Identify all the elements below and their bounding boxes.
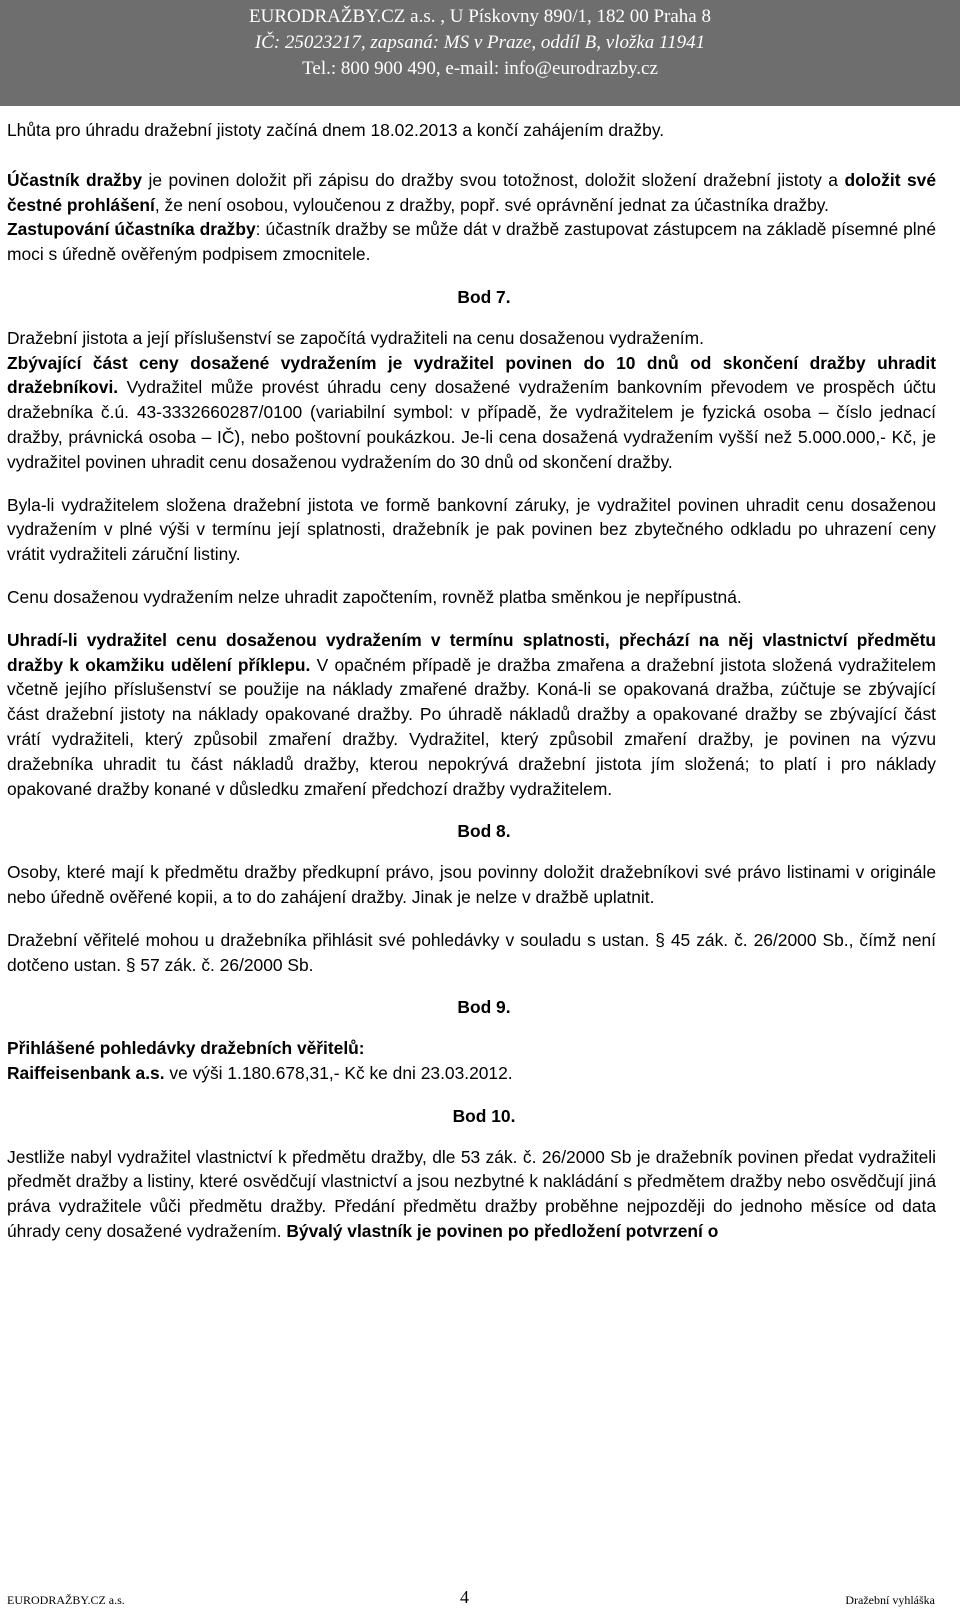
section-heading-9: Bod 9. <box>457 997 511 1018</box>
paragraph-set-off <box>0 585 960 610</box>
text: , že není osobou, vyloučenou z dražby, popř. své oprávnění jednat za účastníka dražby. <box>154 194 830 215</box>
bold-text: Bývalý vlastník je povinen po předložení potvrzení o <box>286 1220 719 1241</box>
bold-text: Zbývající část ceny dosažené vydražením je vydražitel povinen do 10 dnů od skončení dražby uhradit dražebníkovi. <box>7 352 936 398</box>
bold-text: Zastupování účastníka dražby <box>7 219 256 240</box>
bold-text: Přihlášené pohledávky dražebních věřitelů: <box>7 1038 365 1059</box>
section-heading-10: Bod 10. <box>452 1105 516 1126</box>
page-footer <box>0 1582 960 1609</box>
paragraph-participant <box>0 168 960 218</box>
letterhead-line-3: Tel.: 800 900 490, e-mail: info@eurodrazby.cz <box>302 58 658 79</box>
section-heading-8: Bod 8. <box>457 821 511 842</box>
paragraph-preemption <box>0 860 960 910</box>
text: Cenu dosaženou vydražením nelze uhradit započtením, rovněž platba směnkou je nepřípustná. <box>7 586 742 607</box>
document-body <box>0 118 960 1262</box>
paragraph-bank-guarantee <box>0 493 960 567</box>
footer-company: EURODRAŽBY.CZ a.s. <box>7 1593 125 1607</box>
text: Vydražitel může provést úhradu ceny dosažené vydražením bankovním převodem ve prospěch účtu dražebníka č.ú. 43-3332660287/0100 (variabilní symbol: v případě, že vydražitelem je fyzická osoba – číslo jednací dražby, právnická osoba – IČ), nebo poštovní poukázkou. Je-li cena dosažená vydražením vyšší než 5.000.000,- Kč, je vydražitel povinen uhradit cenu dosaženou vydražením do 30 dnů od skončení dražby. <box>7 377 936 472</box>
bold-text: Uhradí-li vydražitel cenu dosaženou vydražením v termínu splatnosti, přechází na něj vlastnictví předmětu dražby k okamžiku udělení příklepu. <box>7 629 936 675</box>
text: V opačném případě je dražba zmařena a dražební jistota složená vydražitelem včetně jejího příslušenství se použije na náklady zmařené dražby. Koná-li se opakovaná dražba, zúčtuje se zbývající část dražební jistoty na náklady opakované dražby. Po úhradě nákladů dražby a opakované dražby se zbývající část vrátí vydražiteli, který způsobil zmaření dražby. Vydražitel, který způsobil zmaření dražby, je povinen na výzvu dražebníka uhradit tu část nákladů dražby, kterou nepokrývá dražební jistota jím složená; to platí i pro náklady opakované dražby konané v důsledku zmaření předchozí dražby vydražitelem. <box>7 654 936 799</box>
text: Lhůta pro úhradu dražební jistoty začíná dnem 18.02.2013 a končí zahájením dražby. <box>7 120 665 140</box>
paragraph-handover <box>0 1145 960 1244</box>
text: Jestliže nabyl vydražitel vlastnictví k předmětu dražby, dle 53 zák. č. 26/2000 Sb je dražebník povinen předat vydražiteli předmět dražby a listiny, které osvědčují vlastnictví a jsou nezbytné k nakládání s předmětem dražby nebo osvědčují jiná práva vydražitele vůči předmětu dražby. Předání předmětu dražby proběhne nejpozději do jednoho měsíce od data úhrady ceny dosažené vydražením. <box>7 1146 936 1241</box>
text: Byla-li vydražitelem složena dražební jistota ve formě bankovní záruky, je vydražitel povinen uhradit cenu dosaženou vydražením v plné výši v termínu její splatnosti, dražebník je pak povinen bez zbytečného odkladu po uhrazení ceny vrátit vydražiteli záruční listiny. <box>7 494 936 565</box>
letterhead <box>0 0 960 106</box>
text: je povinen doložit při zápisu do dražby svou totožnost, doložit složení dražební jistoty a <box>142 169 845 190</box>
letterhead-line-1: EURODRAŽBY.CZ a.s. , U Pískovny 890/1, 182 00 Praha 8 <box>249 6 711 27</box>
text: : účastník dražby se může dát v dražbě zastupovat zástupcem na základě písemné plné moci s úředně ověřeným podpisem zmocnitele. <box>7 219 936 265</box>
paragraph-claim-entry <box>0 1061 960 1086</box>
paragraph-creditors <box>0 928 960 978</box>
bold-text: doložit své čestné prohlášení <box>7 169 936 215</box>
bold-text: Raiffeisenbank a.s. <box>7 1062 165 1083</box>
text: Dražební jistota a její příslušenství se započítá vydražiteli na cenu dosaženou vydražením. <box>7 327 704 348</box>
text: ve výši 1.180.678,31,- Kč ke dni 23.03.2012. <box>164 1062 513 1083</box>
section-heading-7: Bod 7. <box>457 286 511 307</box>
bold-text: Účastník dražby <box>7 169 143 190</box>
paragraph-payment <box>0 351 960 475</box>
page-number: 4 <box>460 1587 469 1607</box>
paragraph-deposit-credit <box>0 326 960 351</box>
footer-document-title: Dražební vyhláška <box>845 1593 935 1607</box>
paragraph-representation <box>0 217 960 267</box>
text: Osoby, které mají k předmětu dražby předkupní právo, jsou povinny doložit dražebníkovi své právo listinami v originále nebo úředně ověřené kopii, a to do zahájení dražby. Jinak je nelze v dražbě uplatnit. <box>7 862 936 907</box>
paragraph-claims-heading <box>0 1036 960 1061</box>
paragraph-ownership-transfer <box>0 628 960 802</box>
paragraph-deposit-deadline <box>0 118 960 143</box>
text: Dražební věřitelé mohou u dražebníka přihlásit své pohledávky v souladu s ustan. § 45 zák. č. 26/2000 Sb., čímž není dotčeno ustan. § 57 zák. č. 26/2000 Sb. <box>7 929 936 975</box>
letterhead-line-2: IČ: 25023217, zapsaná: MS v Praze, oddíl B, vložka 11941 <box>254 32 706 53</box>
